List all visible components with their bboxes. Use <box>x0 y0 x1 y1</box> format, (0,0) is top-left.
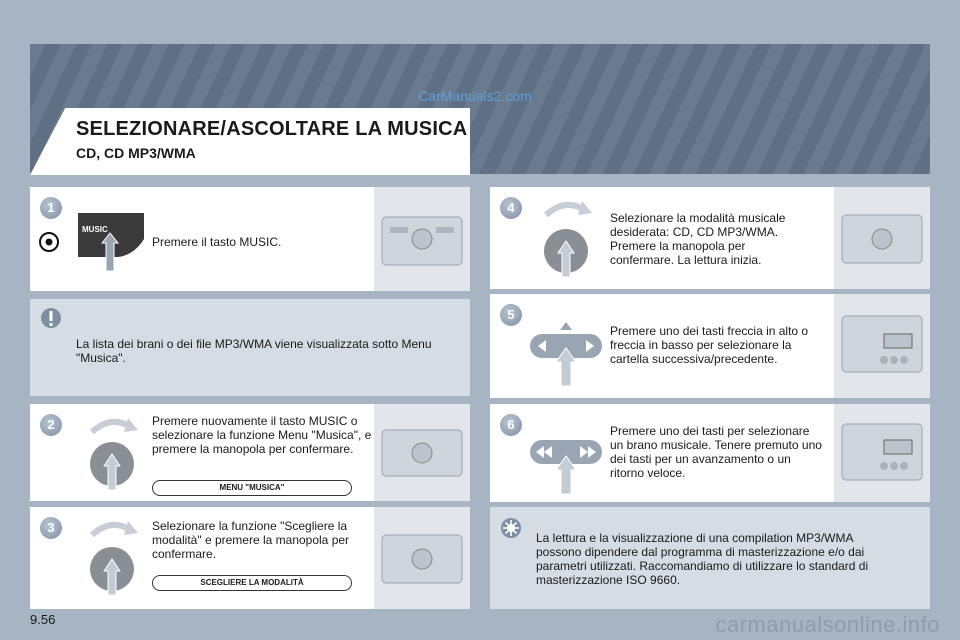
bottom-watermark: carmanualsonline.info <box>715 612 940 637</box>
step-5-text: Premere uno dei tasti freccia in alto o freccia in basso per selezionare la cartella successiva/precedente. <box>610 324 809 366</box>
menu-musica-pill: MENU "MUSICA" <box>152 480 352 496</box>
step-6-number: 6 <box>500 414 522 436</box>
step-4-panel <box>490 187 930 289</box>
step-1-panel <box>30 187 470 291</box>
radio-unit-icon <box>834 404 930 502</box>
page-number: 9.56 <box>30 612 56 627</box>
step-3-number: 3 <box>40 517 62 539</box>
note-text: La lista dei brani o dei file MP3/WMA viene visualizzata sotto Menu "Musica". <box>76 337 432 365</box>
step-5-panel <box>490 294 930 398</box>
step-4-text: Selezionare la modalità musicale desiderata: CD, CD MP3/WMA. Premere la manopola per confermare. La lettura inizia. <box>610 211 786 267</box>
step-1-number: 1 <box>40 197 62 219</box>
tip-panel <box>490 507 930 609</box>
disc-warning-icon <box>38 231 60 253</box>
page-title: SELEZIONARE/ASCOLTARE LA MUSICA <box>76 118 468 140</box>
step-5-radio-image <box>834 294 930 398</box>
step-2-panel <box>30 404 470 501</box>
radio-unit-icon <box>834 187 930 289</box>
step-6-radio-image <box>834 404 930 502</box>
rotate-knob-icon <box>536 197 596 283</box>
tip-text: La lettura e la visualizzazione di una compilation MP3/WMA possono dipendere dal programma di masterizzazione e/o dai parametri utilizzati. Raccomandiamo di utilizzare lo standard di masterizzazione ISO 9660. <box>536 531 869 587</box>
exclamation-icon <box>40 307 62 329</box>
radio-unit-icon <box>834 294 930 398</box>
step-6-text: Premere uno dei tasti per selezionare un brano musicale. Tenere premuto uno dei tasti per un avanzamento o un ritorno veloce. <box>610 424 822 480</box>
rotate-knob-icon <box>82 414 142 494</box>
radio-unit-icon <box>374 187 470 291</box>
music-button-label: MUSIC <box>82 225 108 234</box>
step-6-panel <box>490 404 930 502</box>
fast-forward-keys-icon <box>526 424 606 496</box>
radio-unit-icon <box>374 507 470 609</box>
music-button-icon <box>74 209 146 275</box>
step-3-panel <box>30 507 470 609</box>
lightbulb-icon <box>500 517 522 539</box>
rotate-knob-icon <box>82 517 142 601</box>
step-2-radio-image <box>374 404 470 501</box>
step-4-radio-image <box>834 187 930 289</box>
radio-unit-icon <box>374 404 470 501</box>
step-1-text: Premere il tasto MUSIC. <box>152 235 282 249</box>
arrow-keys-icon <box>526 318 606 388</box>
step-2-text: Premere nuovamente il tasto MUSIC o selezionare la funzione Menu "Musica", e premere la manopola per confermare. <box>152 414 372 456</box>
step-5-number: 5 <box>500 304 522 326</box>
step-3-radio-image <box>374 507 470 609</box>
site-watermark: CarManuals2.com <box>418 88 532 104</box>
note-panel <box>30 299 470 396</box>
step-1-radio-image <box>374 187 470 291</box>
step-4-number: 4 <box>500 197 522 219</box>
step-3-text: Selezionare la funzione "Scegliere la modalità" e premere la manopola per confermare. <box>152 519 350 561</box>
scegliere-modalita-pill: SCEGLIERE LA MODALITÀ <box>152 575 352 591</box>
step-2-number: 2 <box>40 414 62 436</box>
page-subtitle: CD, CD MP3/WMA <box>76 145 196 161</box>
